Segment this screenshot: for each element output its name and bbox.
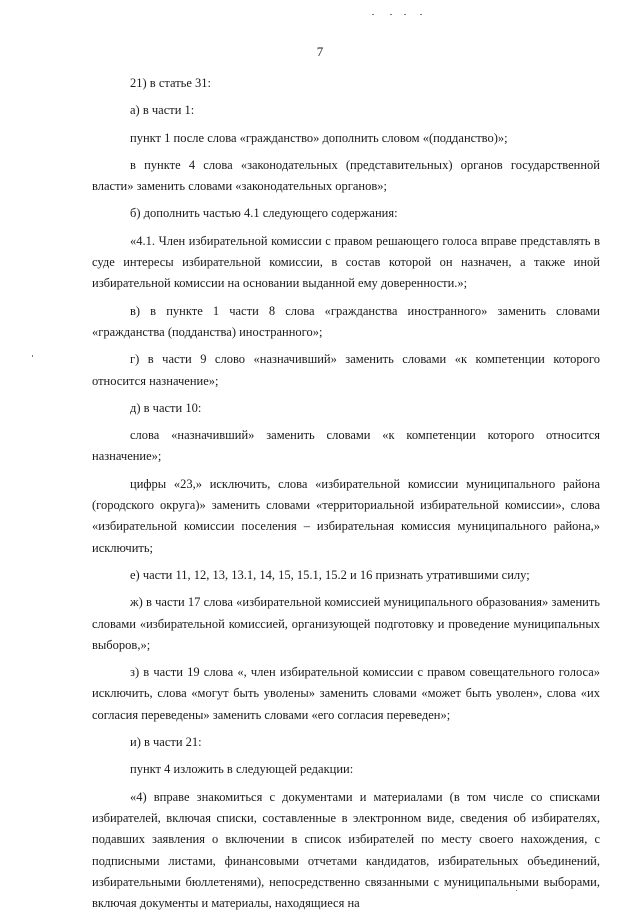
paragraph: г) в части 9 слово «назначивший» заменить словами «к компетенции которого относится назначение»; [92,352,600,388]
paragraph: «4.1. Член избирательной комиссии с правом решающего голоса вправе представлять в суде интересы избирательной комиссии, в состав которой он назначен, а также иной избирательной комиссии на основании выданной ему доверенности.»; [92,233,600,291]
paragraph: б) дополнить частью 4.1 следующего содержания: [130,206,398,221]
paragraph: слова «назначивший» заменить словами «к компетенции которого относится назначение»; [92,428,600,464]
paragraph: в) в пункте 1 части 8 слова «гражданства иностранного» заменить словами «гражданства (подданства) иностранного»; [92,303,600,339]
paragraph: пункт 1 после слова «гражданство» дополнить словом «(подданство)»; [130,130,508,145]
scan-artifact [372,14,374,15]
paragraph: з) в части 19 слова «, член избирательной комиссии с правом совещательного голоса» исключить, слова «могут быть уволены» заменить словами «может быть уволен», слова «их согласия переведены» заменить словами «его согласия переведен»; [92,665,600,722]
paragraph: в пункте 4 слова «законодательных (представительных) органов государственной власти» заменить словами «законодательных органов»; [92,157,600,194]
paragraph: е) части 11, 12, 13, 13.1, 14, 15, 15.1, 15.2 и 16 признать утратившими силу; [130,567,530,582]
scan-artifact [390,14,392,15]
paragraph: «4) вправе знакомиться с документами и материалами (в том числе со списками избирателей, включая списки, составленные в электронном виде, сведения об избирателях, подавших заявления о включении в список избирателей по месту своего нахождения, с подписными листами, финансовыми отчетами кандидатов, избирательных объединений, избирательными бюллетенями), непосредственно связанными с муниципальными выборами, включая документы и материалы, находящиеся на [92,789,600,911]
scan-artifact [420,14,422,15]
paragraph: цифры «23,» исключить, слова «избирательной комиссии муниципального района (городского округа)» заменить словами «территориальной избирательной комиссии», слова «избирательной комиссии поселения – избирательная комиссия муниципального района,» исключить; [92,476,600,555]
paragraph: д) в части 10: [130,400,202,415]
scan-artifact [32,355,33,357]
paragraph: пункт 4 изложить в следующей редакции: [130,762,354,777]
document-body [92,73,600,914]
paragraph: ж) в части 17 слова «избирательной комиссией муниципального образования» заменить словами «избирательной комиссией, организующей подготовку и проведение муниципальных выборов,»; [92,595,600,652]
paragraph: а) в части 1: [130,103,195,118]
scan-artifact [404,14,406,15]
page-number: 7 [316,44,324,59]
paragraph: и) в части 21: [130,735,202,750]
paragraph: 21) в статье 31: [130,76,212,90]
